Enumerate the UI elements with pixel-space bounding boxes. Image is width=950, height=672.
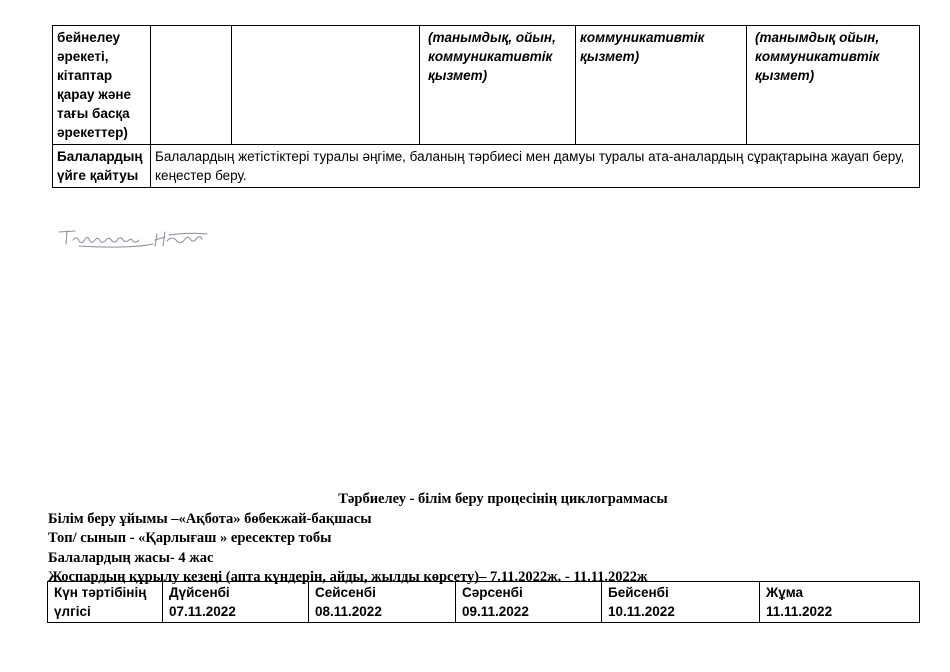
- day-column-header: Дүйсенбі 07.11.2022: [163, 582, 309, 623]
- schedule-table: [47, 581, 920, 623]
- day-column-header: Сейсенбі 08.11.2022: [309, 582, 456, 623]
- table-cell-empty: [151, 26, 232, 145]
- table-cell-note: коммуникативтік қызмет): [576, 26, 747, 145]
- day-column-header: Сәрсенбі 09.11.2022: [456, 582, 602, 623]
- table-row: [53, 145, 920, 188]
- group-line: Топ/ сынып - «Қарлығаш » ересектер тобы: [48, 530, 332, 546]
- table-row: [53, 26, 920, 145]
- table-cell-note: (танымдық ойын, коммуникативтік қызмет): [747, 26, 920, 145]
- period-line: Жоспардың құрылу кезеңі (апта күндерін, айды, жылды көрсету)– 7.11.2022ж. - 11.11.2022ж: [48, 569, 648, 585]
- table-cell-going-home: Балалардың үйге қайтуы: [53, 145, 151, 188]
- day-column-header: Бейсенбі 10.11.2022: [602, 582, 760, 623]
- table-cell-empty: [232, 26, 420, 145]
- schedule-label-cell: Күн тәртібінің үлгісі: [48, 582, 163, 623]
- document-header: [48, 490, 918, 588]
- table-cell-going-home-text: Балалардың жетістіктері туралы әңгіме, баланың тәрбиесі мен дамуы туралы ата-аналардың сұрақтарына жауап беру, кеңестер беру.: [151, 145, 920, 188]
- table-cell-note: (танымдық, ойын, коммуникативтік қызмет): [420, 26, 576, 145]
- activities-table: [52, 25, 920, 188]
- age-line: Балалардың жасы- 4 жас: [48, 549, 214, 566]
- organization-line: Білім беру ұйымы –«Ақбота» бөбекжай-бақшасы: [48, 510, 372, 527]
- page-title: Тәрбиелеу - білім беру процесінің циклограммасы: [338, 491, 668, 507]
- handwritten-signature: [55, 222, 215, 256]
- table-cell-activity-type: бейнелеу әрекеті, кітаптар қарау және тағы басқа әрекеттер): [53, 26, 151, 145]
- table-row: [48, 582, 920, 623]
- day-column-header: Жұма 11.11.2022: [760, 582, 920, 623]
